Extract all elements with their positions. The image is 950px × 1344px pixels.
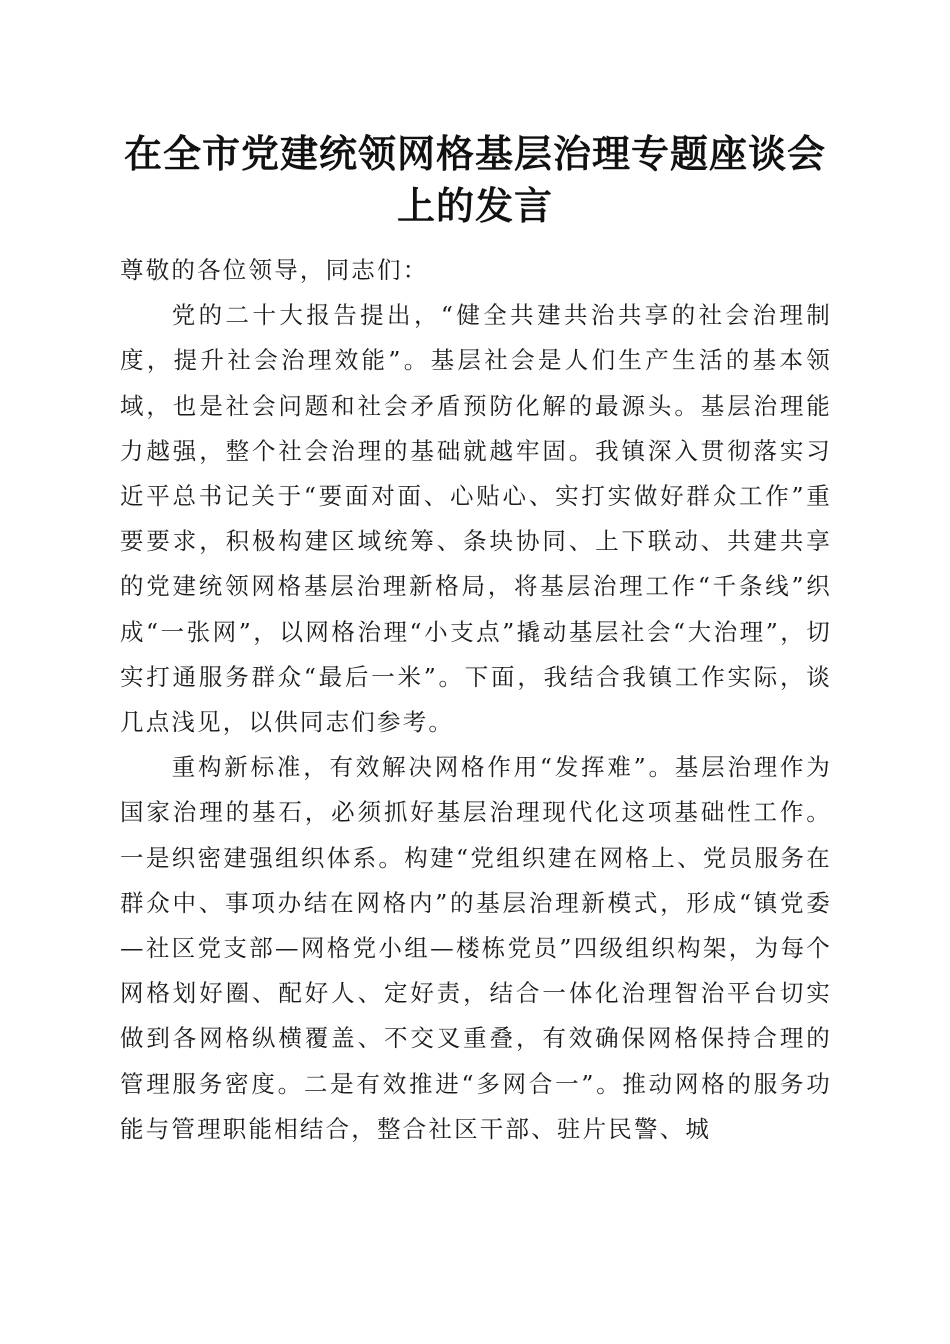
document-body: [120, 248, 832, 1152]
paragraph-grid-standard: 重构新标准，有效解决网格作用“发挥难”。基层治理作为国家治理的基石，必须抓好基层治理现代化这项基础性工作。一是织密建强组织体系。构建“党组织建在网格上、党员服务在群众中、事项办结在网格内”的基层治理新模式，形成“镇党委—社区党支部—网格党小组—楼栋党员”四级组织构架，为每个网格划好圈、配好人、定好责，结合一体化治理智治平台切实做到各网格纵横覆盖、不交叉重叠，有效确保网格保持合理的管理服务密度。二是有效推进“多网合一”。推动网格的服务功能与管理职能相结合，整合社区干部、驻片民警、城: [120, 753, 832, 1143]
document-title: 在全市党建统领网格基层治理专题座谈会上的发言: [123, 131, 826, 228]
salutation: 尊敬的各位领导，同志们：: [120, 256, 429, 284]
paragraph-intro: 党的二十大报告提出，“健全共建共治共享的社会治理制度，提升社会治理效能”。基层社会是人们生产生活的基本领域，也是社会问题和社会矛盾预防化解的最源头。基层治理能力越强，整个社会治理的基础就越牢固。我镇深入贯彻落实习近平总书记关于“要面对面、心贴心、实打实做好群众工作”重要要求，积极构建区域统筹、条块协同、上下联动、共建共享的党建统领网格基层治理新格局，将基层治理工作“千条线”织成“一张网”，以网格治理“小支点”撬动基层社会“大治理”，切实打通服务群众“最后一米”。下面，我结合我镇工作实际，谈几点浅见，以供同志们参考。: [120, 301, 832, 737]
